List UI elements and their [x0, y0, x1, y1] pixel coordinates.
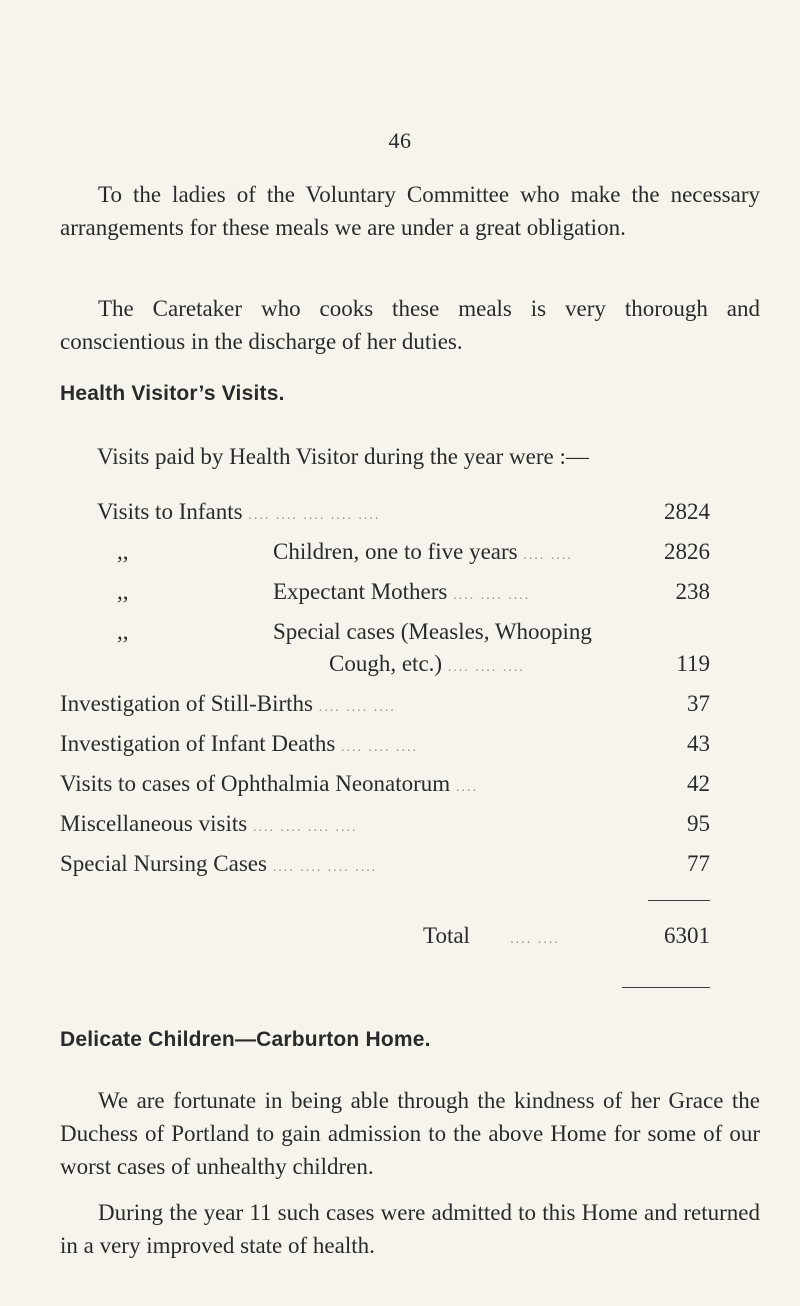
- leader-dots: .... .... ....: [318, 700, 396, 715]
- leader-dots: .... .... .... .... ....: [248, 508, 381, 523]
- row-label: Investigation of Still-Births: [60, 691, 313, 716]
- row-value: 43: [687, 731, 710, 756]
- ditto-mark: ,,: [117, 579, 129, 604]
- page-number: 46: [388, 128, 412, 153]
- row-value: 2826: [664, 539, 710, 564]
- row-value: 37: [687, 691, 710, 716]
- row-label: Special Nursing Cases: [60, 851, 267, 876]
- paragraph-carburton-home: We are fortunate in being able through the kindness of her Grace the Duchess of Portland to gain admission to the above Home for some of our worst cases of unhealthy children.: [60, 1088, 760, 1179]
- row-label: Miscellaneous visits: [60, 811, 248, 836]
- total-value: 6301: [664, 923, 710, 948]
- section-heading-delicate-children: Delicate Children—Carburton Home.: [60, 1028, 431, 1051]
- leader-dots: .... .... .... ....: [272, 860, 378, 875]
- paragraph-admissions: During the year 11 such cases were admitted to this Home and returned in a very improved state of health.: [60, 1200, 760, 1258]
- section-heading-health-visitor: Health Visitor’s Visits.: [60, 382, 285, 405]
- row-value: 119: [676, 651, 710, 676]
- row-label: Expectant Mothers: [273, 579, 448, 604]
- leader-dots: .... .... ....: [453, 588, 531, 603]
- row-label: Special cases (Measles, Whooping: [273, 619, 592, 644]
- row-value: 2824: [664, 499, 710, 524]
- leader-dots: .... .... ....: [447, 660, 525, 675]
- paragraph-voluntary-committee: To the ladies of the Voluntary Committee who make the necessary arrangements for these meals we are under a great obligation.: [60, 182, 760, 240]
- leader-dots: .... ....: [523, 548, 573, 563]
- row-label: Cough, etc.): [329, 651, 443, 676]
- health-visits-intro: Visits paid by Health Visitor during the year were :—: [97, 444, 589, 469]
- row-value: 95: [687, 811, 710, 836]
- total-underline: [622, 987, 710, 988]
- row-label: Visits to cases of Ophthalmia Neonatorum: [60, 771, 451, 796]
- leader-dots: .... .... .... ....: [252, 820, 358, 835]
- row-label: Investigation of Infant Deaths: [60, 731, 336, 756]
- row-label: Children, one to five years: [273, 539, 518, 564]
- row-value: 42: [687, 771, 710, 796]
- ditto-mark: ,,: [117, 619, 129, 644]
- row-label: Visits to Infants: [97, 499, 243, 524]
- row-value: 77: [687, 851, 710, 876]
- ditto-mark: ,,: [117, 539, 129, 564]
- leader-dots: .... ....: [510, 932, 560, 947]
- row-value: 238: [675, 579, 710, 604]
- leader-dots: .... .... ....: [341, 740, 419, 755]
- sum-rule: [648, 900, 710, 901]
- leader-dots: ....: [455, 780, 478, 795]
- paragraph-caretaker: The Caretaker who cooks these meals is very thorough and conscientious in the discharge of her duties.: [60, 296, 760, 354]
- total-label: Total: [423, 923, 470, 948]
